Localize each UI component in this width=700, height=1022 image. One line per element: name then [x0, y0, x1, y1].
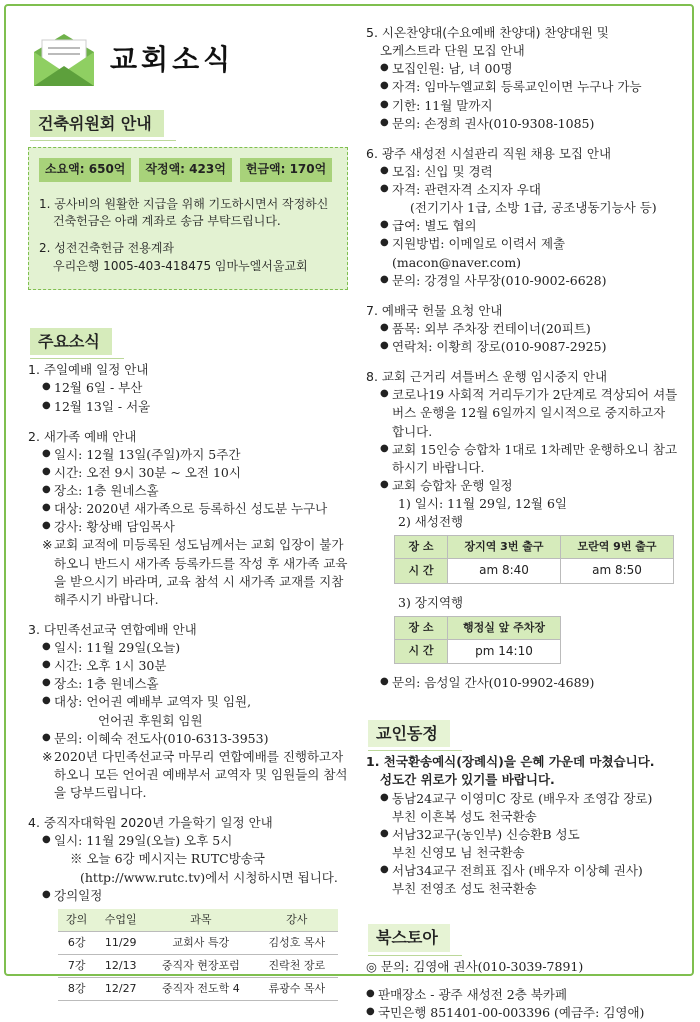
- list-item: ● 품목: 외부 주차장 컨테이너(20피트): [366, 320, 678, 338]
- list-item: ● 지원방법: 이메일로 이력서 제출 (macon@naver.com): [366, 235, 678, 271]
- list-item: ● 강사: 황상배 담임목사: [28, 518, 348, 536]
- news-item-title: 8. 교회 근거리 셔틀버스 운행 임시중지 안내: [366, 369, 608, 385]
- note-line: (http://www.rutc.tv)에서 시청하시면 됩니다.: [80, 869, 338, 885]
- table-header: 수업일: [95, 909, 146, 931]
- table-header: 과목: [146, 909, 255, 931]
- building-note-2: 2. 성전건축헌금 전용계좌 우리은행 1005-403-418475 임마누엘서울교회: [39, 241, 308, 273]
- table-cell: 중직자 전도학 4: [146, 977, 255, 1000]
- list-item: ● 연락처: 이황희 장로(010-9087-2925): [366, 338, 678, 356]
- list-item-continued: 부친 신영모 님 천국환송: [392, 844, 525, 860]
- list-item: ● 일시: 11월 29일(오늘): [28, 639, 348, 657]
- amount-donated: 헌금액: 170억: [240, 158, 332, 181]
- bookstore-section-title: 북스토아: [368, 924, 450, 951]
- list-item: ● 코로나19 사회적 거리두기가 2단계로 격상되어 셔틀버스 운행을 12월 6일까지 일시적으로 중지하고자 합니다.: [366, 386, 678, 440]
- list-item: ● 자격: 관련자격 소지자 우대: [366, 181, 678, 199]
- list-item: ● 12월 13일 - 서울: [28, 398, 348, 416]
- list-item-continued: 부친 이흔복 성도 천국환송: [392, 808, 537, 824]
- page-title: 교회소식: [110, 42, 235, 76]
- list-item: ● 모집: 신입 및 경력: [366, 163, 678, 181]
- table-cell: 11/29: [95, 931, 146, 954]
- table-label: 장 소: [395, 616, 448, 639]
- news-item-5: [366, 24, 678, 133]
- building-note-1: 1. 공사비의 원활한 지급을 위해 기도하시면서 작정하신 건축헌금은 아래 계좌로 송금 부탁드립니다.: [39, 196, 329, 228]
- table-cell: 류광수 목사: [256, 977, 338, 1000]
- table-cell: 중직자 현장포럼: [146, 954, 255, 977]
- news-item-title: 7. 예배국 헌물 요청 안내: [366, 302, 503, 318]
- news-item-2: [28, 428, 348, 609]
- news-item-title: 6. 광주 새성전 시설관리 직원 채용 모집 안내: [366, 145, 612, 161]
- news-item-3: [28, 621, 348, 802]
- table-row: [58, 954, 338, 977]
- table-row: [395, 559, 674, 583]
- building-announcement-box: [28, 147, 348, 290]
- member-news-section-title: 교인동정: [368, 720, 450, 747]
- table-label: 시 간: [395, 559, 448, 583]
- shuttle-table-new-church: [394, 535, 674, 583]
- table-cell: 교회사 특강: [146, 931, 255, 954]
- list-item: ● 서남34교구 전희표 집사 (배우자 이상혜 권사): [366, 862, 678, 880]
- table-row: [395, 616, 561, 639]
- table-header: 강사: [256, 909, 338, 931]
- table-label: 시 간: [395, 639, 448, 663]
- table-cell: 행정실 앞 주차장: [448, 616, 561, 639]
- list-item: ● 문의: 손정희 권사(010-9308-1085): [366, 115, 678, 133]
- news-item-7: [366, 302, 678, 356]
- list-item: ● 동남24교구 이영미C 장로 (배우자 조영갑 장로): [366, 790, 678, 808]
- bulletin-page: [4, 4, 694, 1020]
- table-label: 장 소: [395, 536, 448, 559]
- list-item: ● 급여: 별도 협의: [366, 217, 678, 235]
- list-item: ● 서남32교구(농인부) 신승환B 성도: [366, 826, 678, 844]
- list-item-continued: 부친 전영조 성도 천국환송: [392, 881, 537, 897]
- table-row: [58, 977, 338, 1000]
- envelope-icon: [28, 30, 100, 90]
- list-item: ● 문의: 이혜숙 전도사(010-6313-3953): [28, 730, 348, 748]
- note-item: ※ 2020년 다민족선교국 마무리 연합예배를 진행하고자 하오니 모든 언어권 예배부서 교역자 및 임원들의 참석을 당부드립니다.: [28, 748, 348, 802]
- table-cell: 김성호 목사: [256, 931, 338, 954]
- amount-total: 소요액: 650억: [39, 158, 131, 181]
- table-cell: 장지역 3번 출구: [448, 536, 561, 559]
- list-item-continued: (전기기사 1급, 소방 1급, 공조냉동기능사 등): [410, 200, 657, 216]
- sub-item: 2) 새성전행: [398, 514, 464, 530]
- list-item: ● 문의: 음성일 간사(010-9902-4689): [366, 674, 678, 692]
- table-header: 강의: [58, 909, 95, 931]
- list-item: ● 국민은행 851401-00-003396 (예금주: 김영애): [366, 1004, 678, 1022]
- table-cell: 모란역 9번 출구: [561, 536, 674, 559]
- news-item-6: [366, 145, 678, 290]
- table-cell: 진락천 장로: [256, 954, 338, 977]
- page-header: [28, 16, 348, 104]
- news-item-8: [366, 368, 678, 692]
- news-item-title: 4. 중직자대학원 2020년 가을학기 일정 안내: [28, 815, 273, 831]
- news-item-4: [28, 814, 348, 1000]
- news-item-title: 1. 천국환송예식(장례식)을 은혜 가운데 마쳤습니다. 성도간 위로가 있기를 바랍니다.: [366, 754, 655, 788]
- news-item-1: [28, 361, 348, 415]
- list-item: ● 일시: 12월 13일(주일)까지 5주간: [28, 446, 348, 464]
- list-item: ● 판매장소 - 광주 새성전 2층 북카페: [366, 986, 678, 1004]
- lecture-schedule-table: [58, 909, 338, 1001]
- list-item: ● 장소: 1층 원네스홀: [28, 482, 348, 500]
- table-header-row: [58, 909, 338, 931]
- amounts-row: [39, 158, 337, 181]
- table-row: [395, 536, 674, 559]
- list-item: ● 교회 15인승 승합차 1대로 1차례만 운행하오니 참고하시기 바랍니다.: [366, 441, 678, 477]
- table-cell: pm 14:10: [448, 639, 561, 663]
- list-item: ● 모집인원: 남, 녀 00명: [366, 60, 678, 78]
- table-cell: 12/27: [95, 977, 146, 1000]
- table-cell: 8강: [58, 977, 95, 1000]
- main-news-section-title: 주요소식: [30, 328, 112, 355]
- list-item: ● 대상: 2020년 새가족으로 등록하신 성도분 누구나: [28, 500, 348, 518]
- bookstore-contact: ◎ 문의: 김영애 권사(010-3039-7891): [366, 958, 584, 974]
- table-row: [395, 639, 561, 663]
- building-section-title: 건축위원회 안내: [30, 110, 164, 137]
- list-item: ● 교회 승합차 운행 일정: [366, 477, 678, 495]
- table-row: [58, 931, 338, 954]
- news-item-title: 1. 주일예배 일정 안내: [28, 362, 149, 378]
- member-news-item: [366, 753, 678, 898]
- list-item: ● 강의일정: [28, 887, 348, 905]
- list-item: ● 자격: 임마누엘교회 등록교인이면 누구나 가능: [366, 78, 678, 96]
- news-item-title: 3. 다민족선교국 연합예배 안내: [28, 621, 197, 637]
- list-item: ● 기한: 11월 말까지: [366, 97, 678, 115]
- table-cell: 12/13: [95, 954, 146, 977]
- note-item: ※ 교회 교적에 미등록된 성도님께서는 교회 입장이 불가하오니 반드시 새가족 등록카드를 작성 후 새가족 교육을 받으시기 바라며, 교육 참석 시 새가족 교재를 지참해주시기 바랍니다.: [28, 536, 348, 609]
- right-column: [366, 24, 678, 1022]
- left-column: [28, 16, 348, 1013]
- table-cell: 6강: [58, 931, 95, 954]
- table-cell: am 8:50: [561, 559, 674, 583]
- sub-item: 3) 장지역행: [398, 594, 464, 610]
- list-item: ● 장소: 1층 원네스홀: [28, 675, 348, 693]
- note-line: ※ 오늘 6강 메시지는 RUTC방송국: [70, 851, 265, 867]
- news-item-title: 2. 새가족 예배 안내: [28, 428, 137, 444]
- list-item: ● 시간: 오후 1시 30분: [28, 657, 348, 675]
- sub-item: 1) 일시: 11월 29일, 12월 6일: [398, 496, 568, 511]
- table-cell: am 8:40: [448, 559, 561, 583]
- list-item: ● 일시: 11월 29일(오늘) 오후 5시: [28, 832, 348, 850]
- list-item: ● 12월 6일 - 부산: [28, 379, 348, 397]
- list-item-continued: 언어권 후원회 임원: [98, 712, 203, 728]
- list-item: ● 대상: 언어권 예배부 교역자 및 임원,: [28, 693, 348, 711]
- list-item: ● 시간: 오전 9시 30분 ~ 오전 10시: [28, 464, 348, 482]
- shuttle-table-jangji: [394, 616, 561, 664]
- list-item: ● 문의: 강경일 사무장(010-9002-6628): [366, 272, 678, 290]
- table-cell: 7강: [58, 954, 95, 977]
- news-item-title: 5. 시온찬양대(수요예배 찬양대) 찬양대원 및 오케스트라 단원 모집 안내: [366, 25, 609, 59]
- amount-pledged: 작정액: 423억: [139, 158, 231, 181]
